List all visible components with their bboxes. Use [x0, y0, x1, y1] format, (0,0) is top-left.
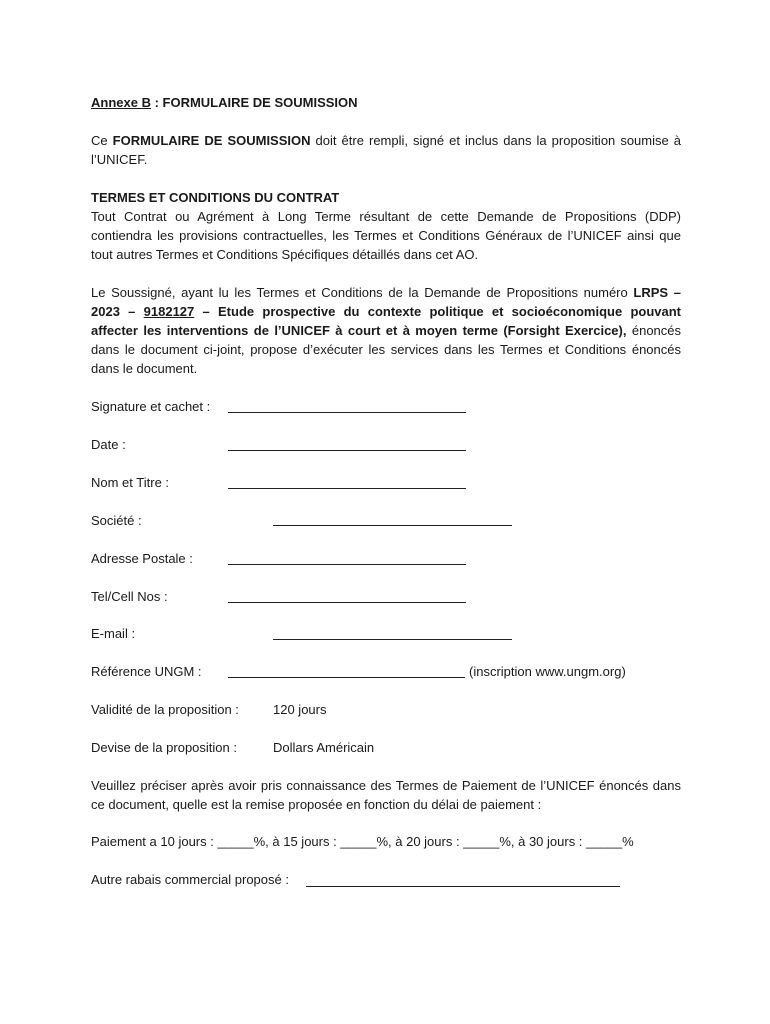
currency-value: Dollars Américain: [273, 740, 375, 755]
terms-heading: [91, 188, 681, 207]
terms-line-1: Tout Contrat ou Agrément à Long Terme résultant de cette Demande de Propositions (DDP): [91, 209, 681, 224]
annex-label: Annexe B: [91, 95, 151, 110]
document-title: [91, 93, 681, 112]
undersigned-line-1: [91, 283, 681, 302]
title-text: : FORMULAIRE DE SOUMISSION: [150, 95, 358, 110]
lrps-number: 9182127: [143, 304, 195, 319]
undersigned-l1-bold: LRPS –: [633, 285, 681, 300]
undersigned-l3-post: énoncés: [626, 323, 682, 338]
ungm-note: (inscription www.ungm.org): [469, 664, 626, 679]
phone-label: Tel/Cell Nos :: [91, 589, 168, 604]
undersigned-line-2: [91, 302, 681, 321]
discount-field[interactable]: [306, 886, 620, 887]
discount-label: Autre rabais commercial proposé :: [91, 872, 289, 887]
terms-heading-text: TERMES ET CONDITIONS DU CONTRAT: [91, 190, 340, 205]
terms-line-2: contiendra les provisions contractuelles, les Termes et Conditions Généraux de l’UNICEF ainsi que: [91, 228, 681, 243]
signature-field[interactable]: [228, 412, 466, 413]
validity-label: Validité de la proposition :: [91, 702, 239, 717]
company-field[interactable]: [273, 525, 512, 526]
undersigned-l2-a: 2023 –: [91, 304, 144, 319]
intro-bold: FORMULAIRE DE SOUMISSION: [112, 133, 311, 148]
intro-pre: Ce: [91, 133, 113, 148]
date-label: Date :: [91, 437, 126, 452]
payment-terms[interactable]: Paiement a 10 jours : _____%, à 15 jours : _____%, à 20 jours : _____%, à 30 jours : _____%: [91, 834, 634, 849]
ungm-field[interactable]: [228, 677, 465, 678]
intro-line-2: l’UNICEF.: [91, 152, 148, 167]
postal-address-label: Adresse Postale :: [91, 551, 193, 566]
name-title-field[interactable]: [228, 488, 466, 489]
phone-field[interactable]: [228, 602, 466, 603]
payment-line-2: ce document, quelle est la remise proposée en fonction du délai de paiement :: [91, 797, 542, 812]
terms-line-3: tout autres Termes et Conditions Spécifiques détaillés dans cet AO.: [91, 247, 479, 262]
company-label: Société :: [91, 513, 142, 528]
email-field[interactable]: [273, 639, 512, 640]
name-title-label: Nom et Titre :: [91, 475, 170, 490]
undersigned-l2-b: – Etude prospective du contexte politique et socioéconomique pouvant: [194, 304, 681, 319]
ungm-label: Référence UNGM :: [91, 664, 202, 679]
undersigned-line-4: dans le document ci-joint, propose d’exécuter les services dans les Termes et Conditions énoncés: [91, 342, 681, 357]
undersigned-l3-bold: affecter les interventions de l’UNICEF à court et à moyen terme (Forsight Exercice),: [91, 323, 627, 338]
undersigned-line-3: [91, 321, 681, 340]
validity-value: 120 jours: [273, 702, 327, 717]
payment-line-1: Veuillez préciser après avoir pris connaissance des Termes de Paiement de l’UNICEF énoncés dans: [91, 778, 681, 793]
signature-label: Signature et cachet :: [91, 399, 211, 414]
undersigned-line-5: dans le document.: [91, 361, 198, 376]
intro-post: doit être rempli, signé et inclus dans la proposition soumise à: [310, 133, 681, 148]
email-label: E-mail :: [91, 626, 136, 641]
date-field[interactable]: [228, 450, 466, 451]
intro-line-1: [91, 131, 681, 150]
postal-address-field[interactable]: [228, 564, 466, 565]
currency-label: Devise de la proposition :: [91, 740, 237, 755]
undersigned-l1-pre: Le Soussigné, ayant lu les Termes et Conditions de la Demande de Propositions numéro: [91, 285, 634, 300]
